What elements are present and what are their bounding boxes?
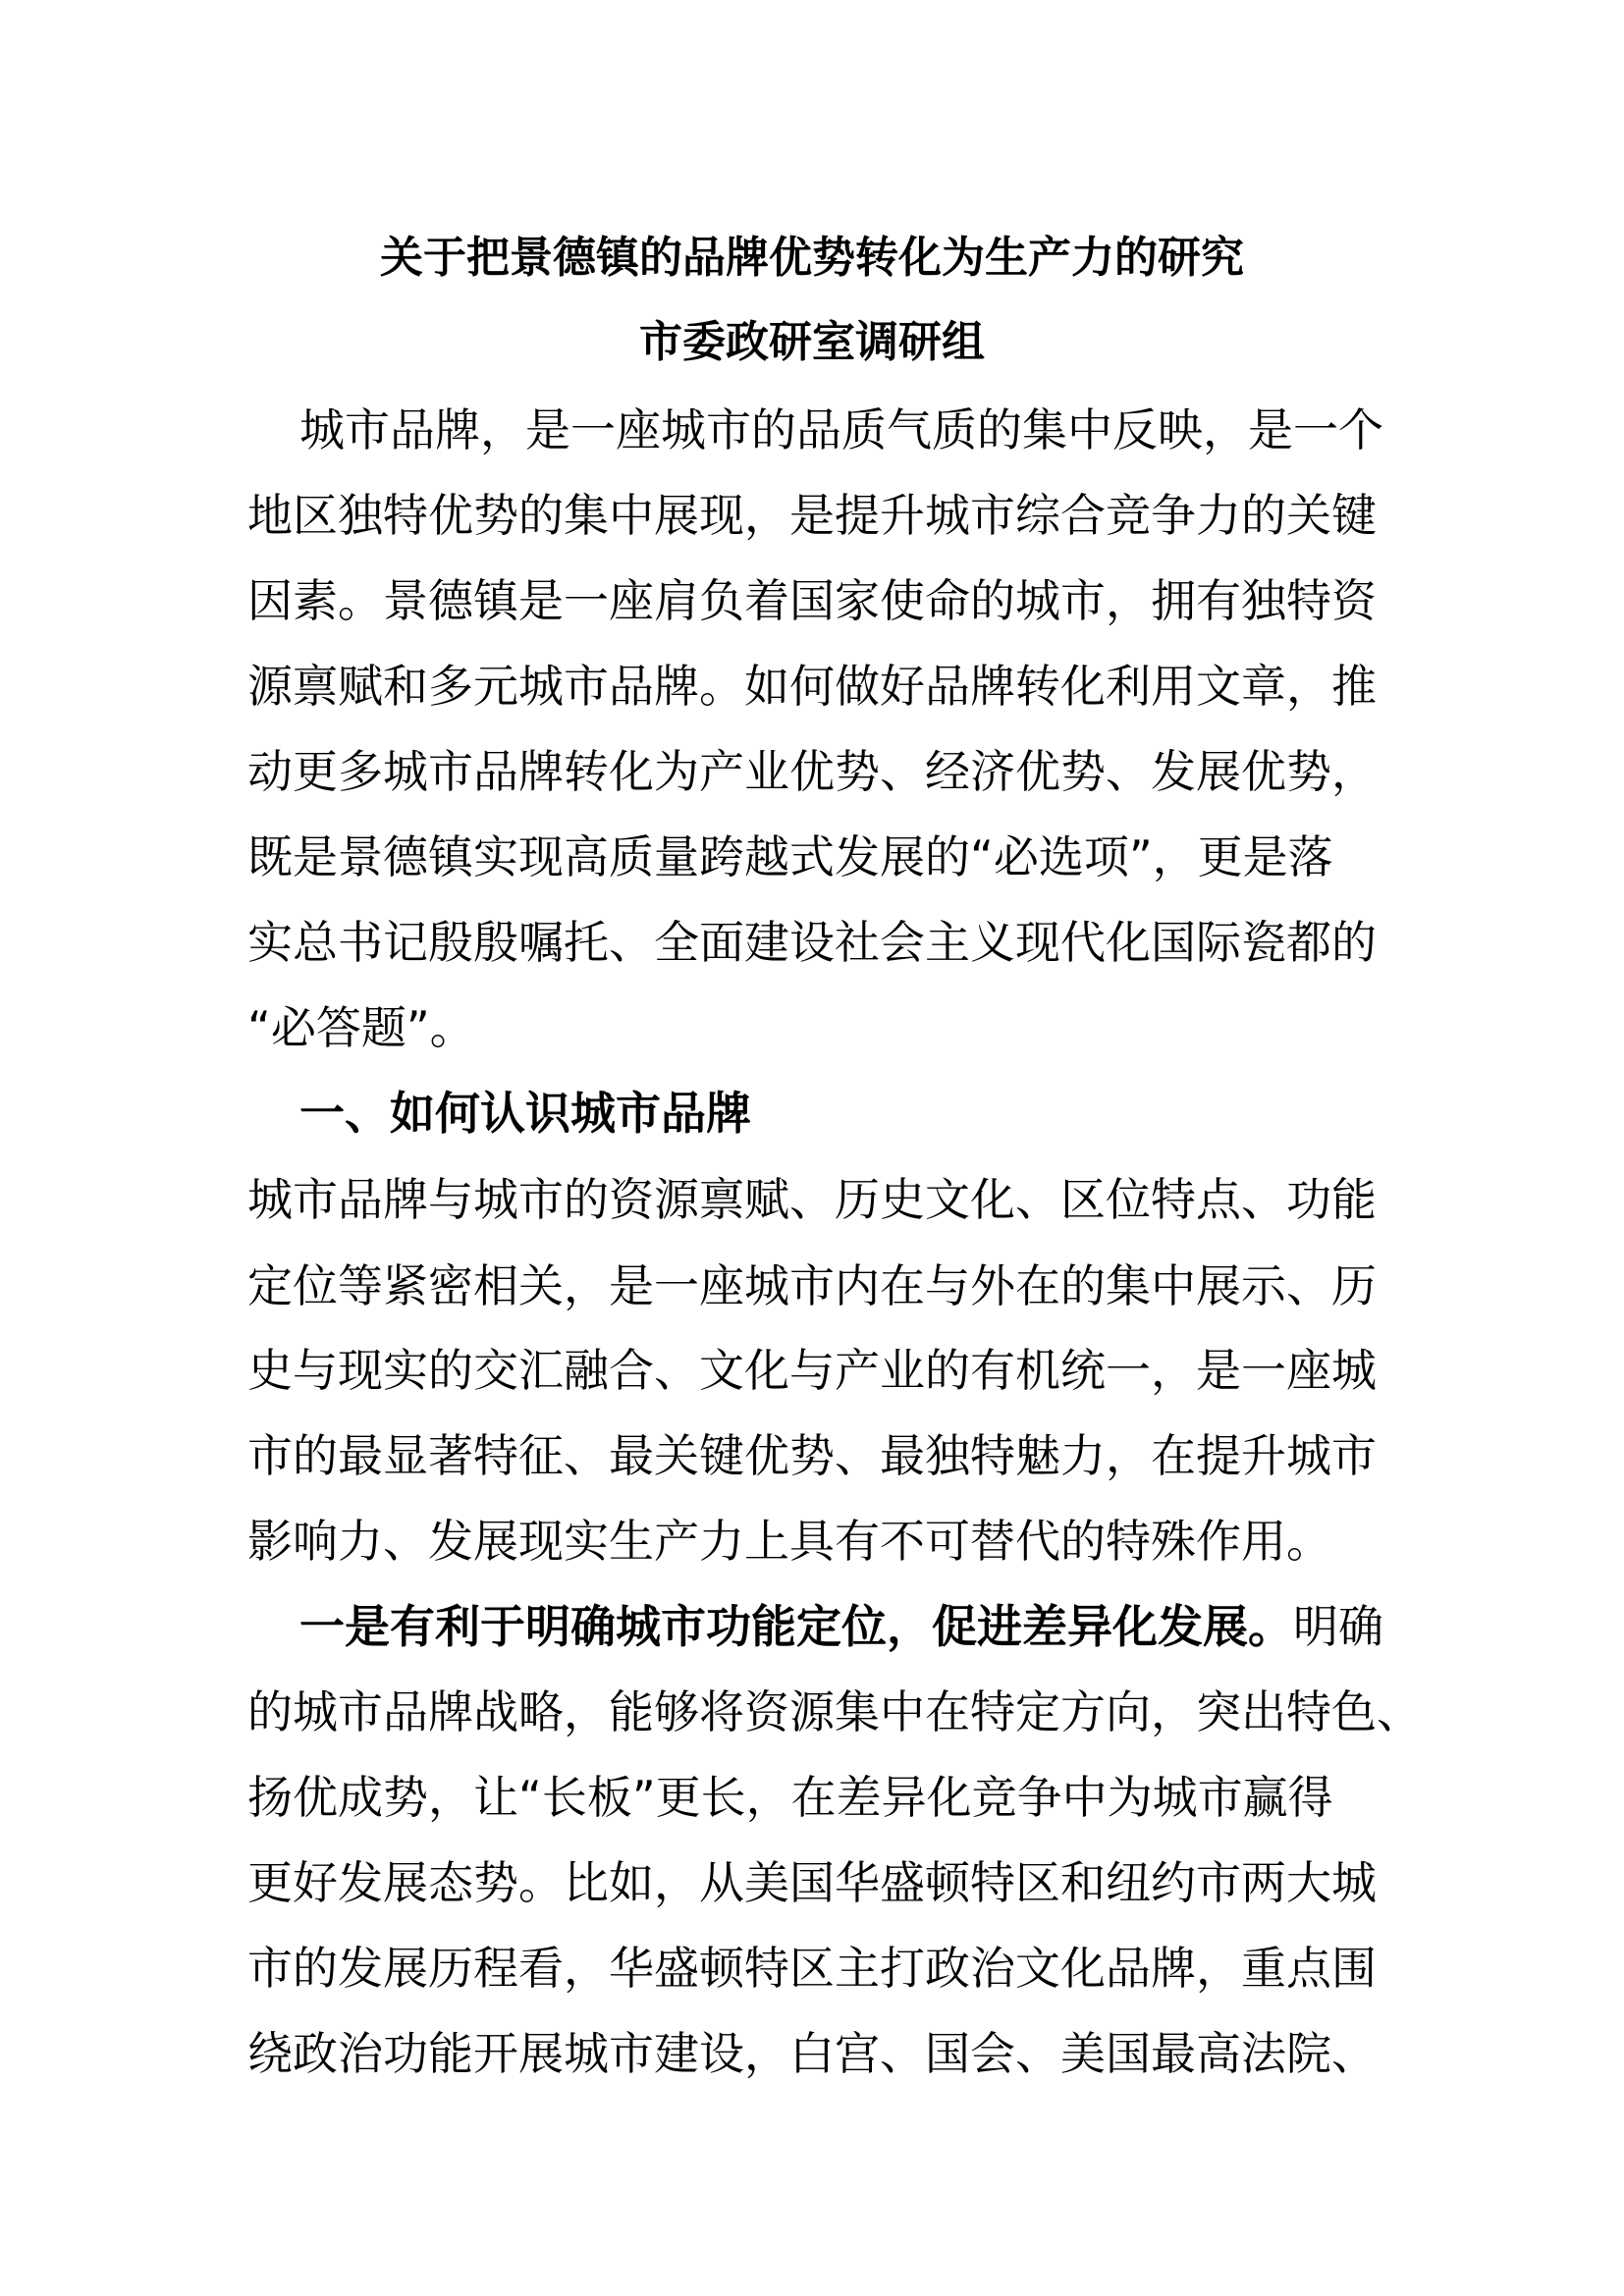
paragraph-line: 因素。景德镇是一座肩负着国家使命的城市，拥有独特资 xyxy=(247,574,1377,627)
document-author: 市委政研室调研组 xyxy=(639,317,985,367)
paragraph-line: 定位等紧密相关，是一座城市内在与外在的集中展示、历 xyxy=(247,1259,1377,1312)
paragraph-line: 史与现实的交汇融合、文化与产业的有机统一，是一座城 xyxy=(247,1344,1377,1397)
paragraph-line: 源禀赋和多元城市品牌。如何做好品牌转化利用文章，推 xyxy=(247,660,1377,713)
paragraph-line: “必答题”。 xyxy=(247,1001,475,1054)
paragraph-line: 市的发展历程看，华盛顿特区主打政治文化品牌，重点围 xyxy=(247,1942,1377,1995)
point-lead-rest: 明确 xyxy=(1293,1600,1383,1653)
document-title: 关于把景德镇的品牌优势转化为生产力的研究 xyxy=(380,233,1244,283)
paragraph-line: 的城市品牌战略，能够将资源集中在特定方向，突出特色、 xyxy=(247,1685,1422,1738)
paragraph-line: 绕政治功能开展城市建设，白宫、国会、美国最高法院、 xyxy=(247,2027,1377,2080)
paragraph-line: 影响力、发展现实生产力上具有不可替代的特殊作用。 xyxy=(247,1515,1331,1568)
paragraph-line: 城市品牌，是一座城市的品质气质的集中反映，是一个 xyxy=(299,403,1383,456)
paragraph-line: 扬优成势，让“长板”更长，在差异化竞争中为城市赢得 xyxy=(247,1771,1333,1824)
paragraph-line: 城市品牌与城市的资源禀赋、历史文化、区位特点、功能 xyxy=(247,1173,1377,1226)
paragraph-line: 既是景德镇实现高质量跨越式发展的“必选项”，更是落 xyxy=(247,830,1333,883)
point-lead-bold: 一是有利于明确城市功能定位，促进差异化发展。 xyxy=(299,1600,1293,1653)
paragraph-line: 更好发展态势。比如，从美国华盛顿特区和纽约市两大城 xyxy=(247,1856,1377,1909)
paragraph-line: 实总书记殷殷嘱托、全面建设社会主义现代化国际瓷都的 xyxy=(247,916,1377,969)
paragraph-line: 动更多城市品牌转化为产业优势、经济优势、发展优势， xyxy=(247,745,1377,798)
paragraph-line: 市的最显著特征、最关键优势、最独特魅力，在提升城市 xyxy=(247,1429,1377,1482)
paragraph-line xyxy=(299,1584,1383,1670)
section-heading: 一、如何认识城市品牌 xyxy=(299,1087,751,1140)
paragraph-line: 地区独特优势的集中展现，是提升城市综合竞争力的关键 xyxy=(247,489,1377,542)
